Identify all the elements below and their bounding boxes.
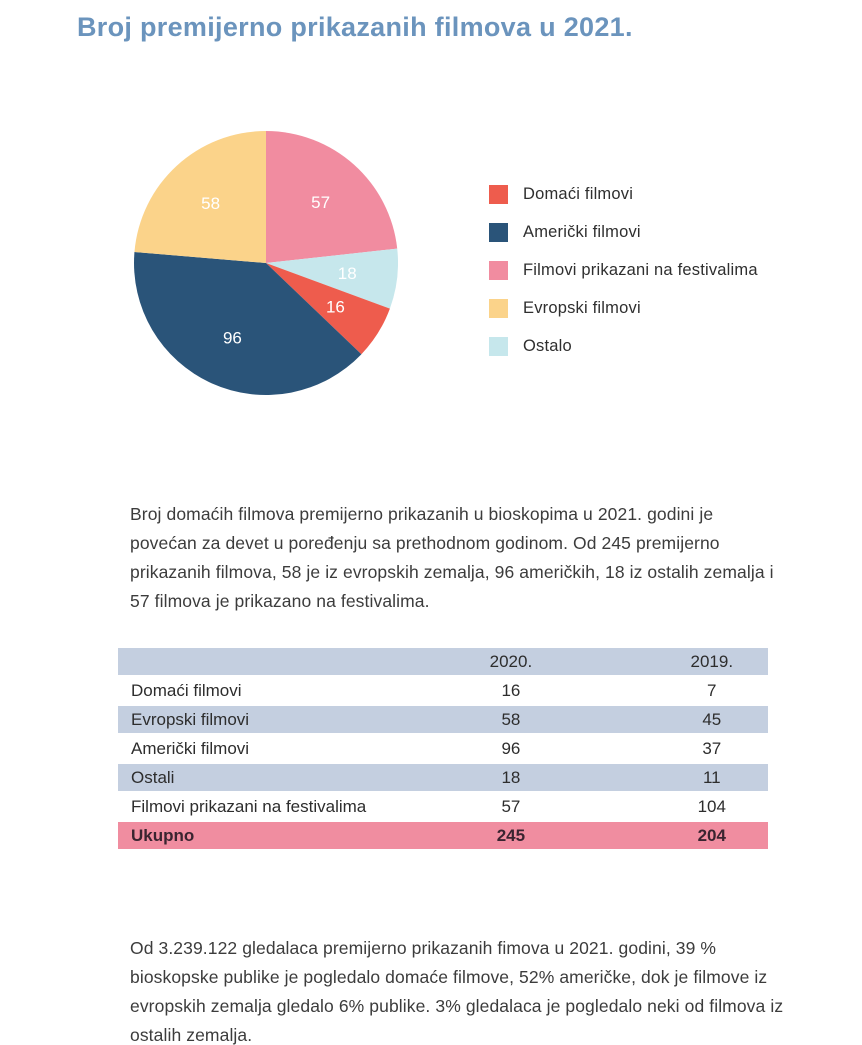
legend-item-evropski-filmovi: [489, 299, 758, 318]
legend-swatch-cyan: [489, 337, 508, 356]
row-value-2019: 45: [656, 706, 768, 733]
table-row-evropski-filmovi: [118, 706, 768, 733]
legend-item-americki-filmovi: [489, 223, 758, 242]
table-row-ostali: [118, 764, 768, 791]
pie-value-label: 16: [325, 297, 345, 317]
legend-item-festivali: [489, 261, 758, 280]
legend-label: Ostalo: [523, 337, 572, 355]
films-comparison-table: [118, 646, 768, 851]
table-header-row: [118, 648, 768, 675]
row-label-total: Ukupno: [118, 822, 366, 849]
row-value-2020-total: 245: [366, 822, 655, 849]
table-row-festivali: [118, 793, 768, 820]
row-value-2020: 58: [366, 706, 655, 733]
pie-legend: [489, 185, 758, 375]
table-header-empty: [118, 648, 366, 675]
pie-value-label: 58: [201, 193, 221, 213]
legend-swatch-pink: [489, 261, 508, 280]
row-value-2020: 18: [366, 764, 655, 791]
table-header-2020: 2020.: [366, 648, 655, 675]
pie-chart: [134, 131, 398, 395]
pie-slice-0: [266, 131, 397, 263]
row-value-2019-total: 204: [656, 822, 768, 849]
pie-value-label: 57: [311, 193, 331, 213]
row-value-2019: 37: [702, 738, 722, 758]
legend-item-ostalo: [489, 337, 758, 356]
pie-value-label: 18: [337, 263, 357, 283]
table-row-domaci-filmovi: [118, 677, 768, 704]
legend-swatch-dark-blue: [489, 223, 508, 242]
pie-value-label: 96: [222, 328, 242, 348]
table-row-ukupno: [118, 822, 768, 849]
table-header-2019: 2019.: [656, 648, 768, 675]
row-value-2020: 57: [501, 796, 521, 816]
legend-label: Domaći filmovi: [523, 185, 634, 203]
legend-label: Evropski filmovi: [523, 299, 641, 317]
legend-swatch-yellow: [489, 299, 508, 318]
legend-label: Filmovi prikazani na festivalima: [523, 261, 758, 279]
row-value-2019: 7: [707, 680, 717, 700]
legend-label: Američki filmovi: [523, 223, 641, 241]
paragraph-audience-share: Od 3.239.122 gledalaca premijerno prikazanih fimova u 2021. godini, 39 % bioskopske publike je pogledalo domaće filmove, 52% američke, dok je filmove iz evropskih zemalja gledalo 6% publike. 3% gledalaca je pogledalo neki od filmova iz ostalih zemalja.: [130, 938, 784, 1045]
row-label: Evropski filmovi: [118, 706, 366, 733]
row-value-2020: 16: [501, 680, 521, 700]
paragraph-premiere-counts: Broj domaćih filmova premijerno prikazanih u bioskopima u 2021. godini je povećan za devet u poređenju sa prethodnom godinom. Od 245 premijerno prikazanih filmova, 58 je iz evropskih zemalja, 96 američkih, 18 iz ostalih zemalja i 57 filmova je prikazano na festivalima.: [130, 504, 774, 611]
legend-swatch-red: [489, 185, 508, 204]
row-label: Domaći filmovi: [131, 680, 242, 700]
legend-item-domaci-filmovi: [489, 185, 758, 204]
table-row-americki-filmovi: [118, 735, 768, 762]
row-value-2019: 104: [697, 796, 726, 816]
row-value-2019: 11: [656, 764, 768, 791]
row-label: Filmovi prikazani na festivalima: [131, 796, 367, 816]
row-label: Američki filmovi: [131, 738, 250, 758]
page-title: Broj premijerno prikazanih filmova u 2021.: [77, 12, 633, 42]
row-value-2020: 96: [501, 738, 521, 758]
row-label: Ostali: [118, 764, 366, 791]
